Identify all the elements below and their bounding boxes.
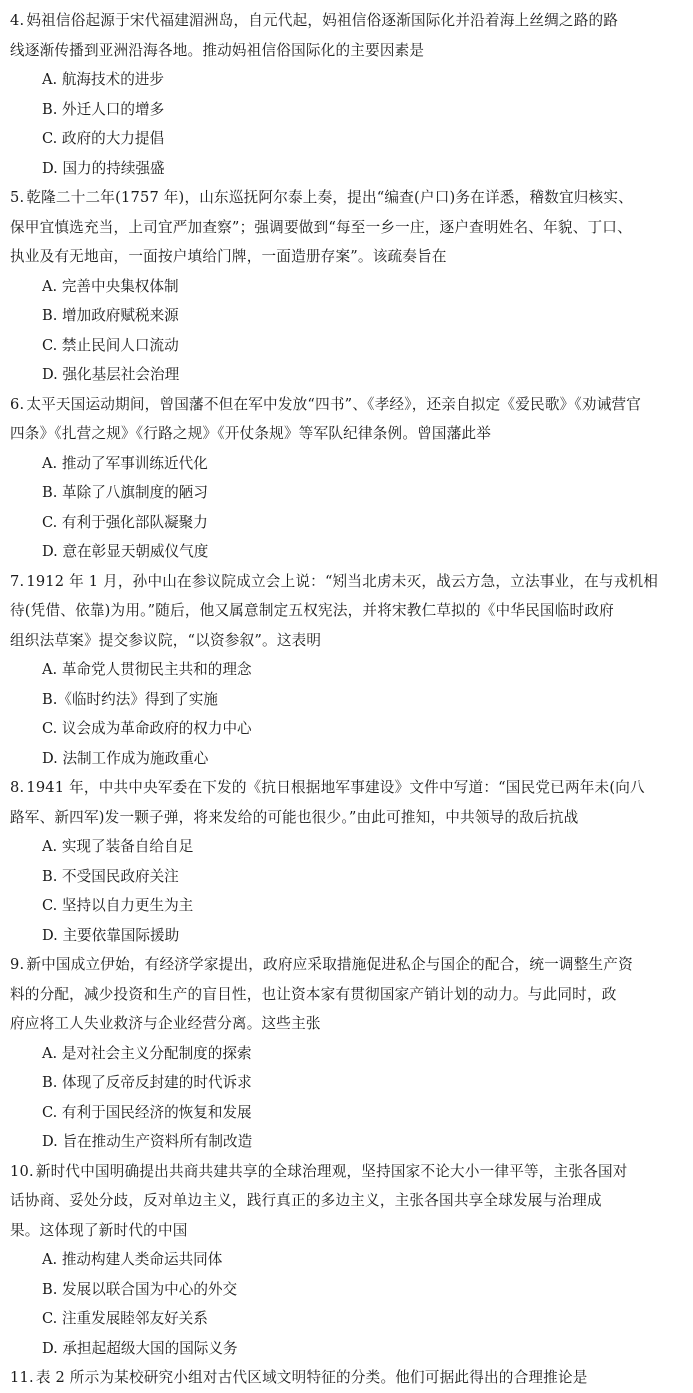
stem-line: 妈祖信俗起源于宋代福建湄洲岛，自元代起，妈祖信俗逐渐国际化并沿着海上丝绸之路的路 [26, 12, 619, 29]
option-c[interactable]: C. 有利于强化部队凝聚力 [42, 513, 208, 531]
question-5 [0, 183, 693, 390]
option-d[interactable]: D. 主要依靠国际援助 [42, 926, 180, 944]
option-c[interactable]: C. 注重发展睦邻友好关系 [42, 1310, 208, 1327]
stem-line: 新时代中国明确提出共商共建共享的全球治理观，坚持国家不论大小一律平等，主张各国对 [35, 1162, 628, 1180]
stem-line: 乾隆二十二年(1757 年)，山东巡抚阿尔泰上奏，提出“编查(户口)务在详悉，稽数宜归核实、 [26, 189, 633, 206]
question-7 [0, 567, 693, 774]
stem-line: 府应将工人失业救济与企业经营分离。这些主张 [10, 1015, 321, 1032]
question-11 [0, 1363, 693, 1393]
options [0, 1245, 693, 1363]
stem-line: 料的分配，减少投资和生产的盲目性，也让资本家有贯彻国家产销计划的动力。与此同时，政 [10, 985, 617, 1003]
option-a[interactable]: A. 推动了军事训练近代化 [42, 454, 208, 472]
stem-line: 线逐渐传播到亚洲沿海各地。推动妈祖信俗国际化的主要因素是 [10, 41, 425, 59]
option-a[interactable]: A. 是对社会主义分配制度的探索 [42, 1044, 252, 1062]
options [0, 655, 693, 773]
stem-line: 新中国成立伊始，有经济学家提出，政府应采取措施促进私企与国企的配合，统一调整生产资 [26, 956, 633, 973]
question-number: 11. [10, 1369, 34, 1386]
stem-line: 路军、新四军)发一颗子弹，将来发给的可能也很少。”由此可推知，中共领导的敌后抗战 [10, 808, 579, 826]
option-b[interactable]: B. 发展以联合国为中心的外交 [42, 1280, 238, 1298]
option-b[interactable]: B.《临时约法》得到了实施 [42, 690, 218, 708]
option-c[interactable]: C. 坚持以自力更生为主 [42, 897, 194, 914]
question-stem [0, 6, 693, 65]
stem-line: 表 2 所示为某校研究小组对古代区域文明特征的分类。他们可据此得出的合理推论是 [35, 1369, 588, 1386]
stem-line: 1941 年，中共中央军委在下发的《抗日根据地军事建设》文件中写道：“国民党已两年未(向八 [26, 779, 645, 796]
stem-line: 果。这体现了新时代的中国 [10, 1221, 188, 1239]
option-a[interactable]: A. 完善中央集权体制 [42, 277, 179, 295]
stem-line: 执业及有无地亩，一面按户填给门牌，一面造册存案”。该疏奏旨在 [10, 248, 447, 265]
option-b[interactable]: B. 不受国民政府关注 [42, 867, 179, 885]
question-4 [0, 6, 693, 183]
option-d[interactable]: D. 法制工作成为施政重心 [42, 749, 209, 767]
question-9 [0, 950, 693, 1157]
stem-line: 待(凭借、依靠)为用。”随后，他又属意制定五权宪法，并将宋教仁草拟的《中华民国临时政府 [10, 602, 614, 619]
question-stem [0, 773, 693, 832]
question-number: 8. [10, 779, 25, 796]
question-number: 4. [10, 12, 25, 29]
question-6 [0, 390, 693, 567]
question-number: 7. [10, 572, 25, 590]
question-stem [0, 1157, 693, 1246]
question-stem [0, 183, 693, 272]
question-number: 9. [10, 956, 25, 973]
option-a[interactable]: A. 革命党人贯彻民主共和的理念 [42, 661, 252, 678]
option-c[interactable]: C. 禁止民间人口流动 [42, 336, 179, 354]
stem-line: 四条》《扎营之规》《行路之规》《开仗条规》等军队纪律条例。曾国藩此举 [10, 425, 492, 442]
question-number: 10. [10, 1162, 34, 1180]
question-8 [0, 773, 693, 950]
question-number: 6. [10, 395, 25, 413]
option-d[interactable]: D. 旨在推动生产资料所有制改造 [42, 1133, 253, 1150]
option-d[interactable]: D. 承担起超级大国的国际义务 [42, 1339, 238, 1357]
option-d[interactable]: D. 国力的持续强盛 [42, 159, 165, 177]
option-b[interactable]: B. 革除了八旗制度的陋习 [42, 484, 208, 501]
option-a[interactable]: A. 航海技术的进步 [42, 71, 164, 88]
stem-line: 保甲宜慎选充当，上司宜严加查察”；强调要做到“每至一乡一庄，逐户查明姓名、年貌、丁口、 [10, 218, 632, 236]
option-b[interactable]: B. 外迁人口的增多 [42, 100, 165, 118]
question-stem [0, 567, 693, 656]
stem-line: 组织法草案》提交参议院，“以资参叙”。这表明 [10, 631, 322, 649]
option-c[interactable]: C. 议会成为革命政府的权力中心 [42, 720, 252, 737]
option-d[interactable]: D. 强化基层社会治理 [42, 366, 180, 383]
question-stem [0, 1363, 693, 1393]
stem-line: 1912 年 1 月，孙中山在参议院成立会上说：“矧当北虏未灭，战云方急，立法事业，在与戎机相 [26, 572, 659, 590]
options [0, 832, 693, 950]
stem-line: 太平天国运动期间，曾国藩不但在军中发放“四书”、《孝经》，还亲自拟定《爱民歌》《劝诫营官 [26, 395, 642, 413]
question-number: 5. [10, 189, 25, 206]
question-stem [0, 950, 693, 1039]
options [0, 449, 693, 567]
option-a[interactable]: A. 实现了装备自给自足 [42, 838, 194, 855]
option-d[interactable]: D. 意在彰显天朝威仪气度 [42, 543, 209, 560]
question-10 [0, 1157, 693, 1364]
options [0, 1039, 693, 1157]
option-b[interactable]: B. 体现了反帝反封建的时代诉求 [42, 1074, 252, 1091]
option-c[interactable]: C. 政府的大力提倡 [42, 130, 165, 147]
options [0, 65, 693, 183]
options [0, 272, 693, 390]
stem-line: 话协商、妥处分歧，反对单边主义，践行真正的多边主义，主张各国共享全球发展与治理成 [10, 1192, 602, 1209]
question-stem [0, 390, 693, 449]
option-a[interactable]: A. 推动构建人类命运共同体 [42, 1251, 223, 1268]
option-b[interactable]: B. 增加政府赋税来源 [42, 307, 179, 324]
option-c[interactable]: C. 有利于国民经济的恢复和发展 [42, 1103, 252, 1121]
